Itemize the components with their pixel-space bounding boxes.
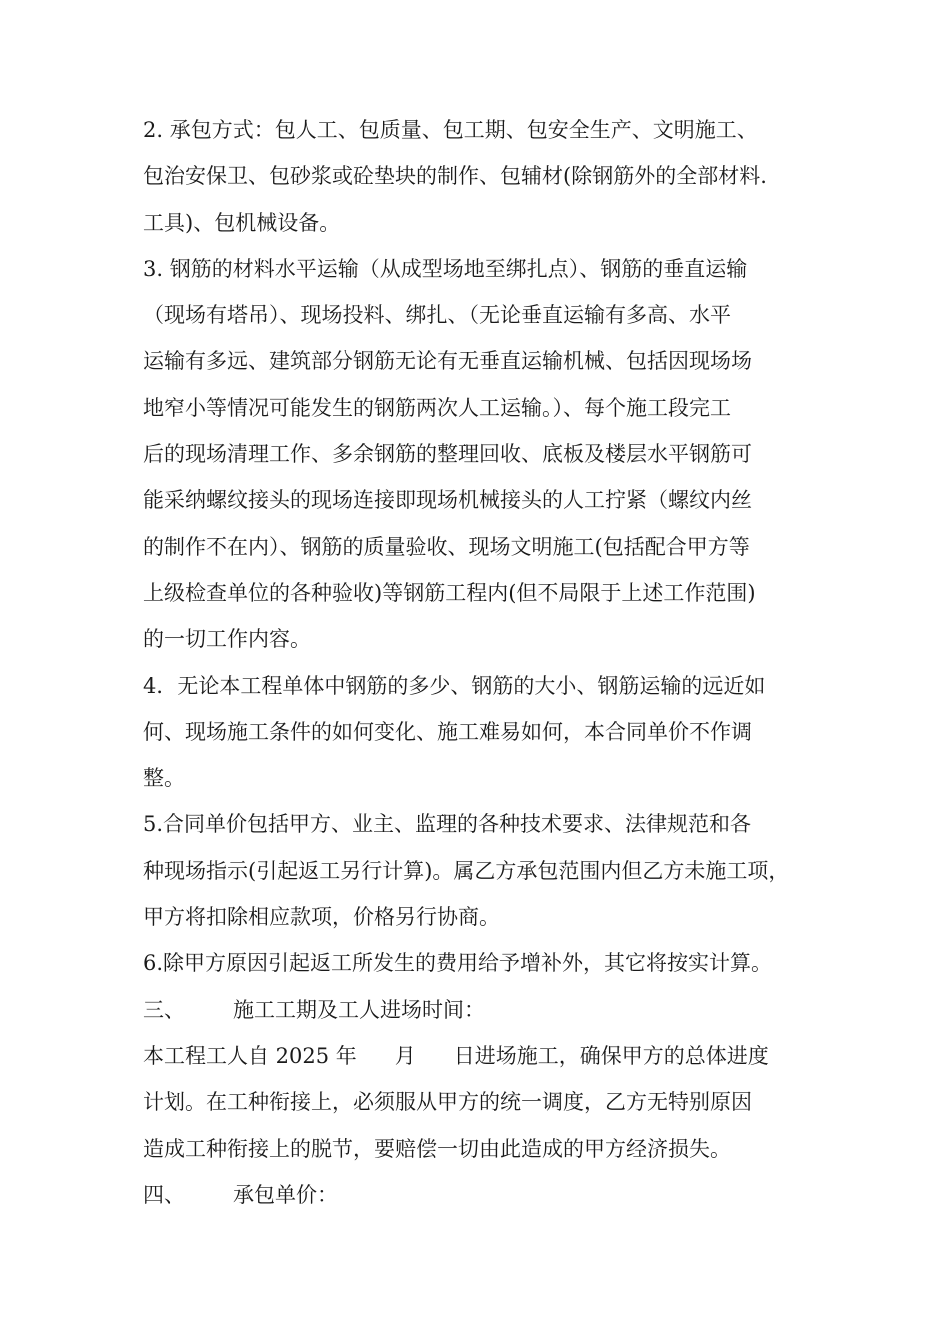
- text-line: 工具)、包机械设备。: [143, 210, 341, 235]
- section-title: 承包单价：: [233, 1182, 338, 1207]
- text-line: 的一切工作内容。: [143, 627, 311, 652]
- text-line: 的制作不在内）、钢筋的质量验收、现场文明施工(包括配合甲方等: [143, 534, 750, 559]
- section-number: 四、: [143, 1182, 185, 1207]
- schedule-day-suffix: 日进场施工，确保甲方的总体进度: [453, 1043, 769, 1068]
- text-line: 地窄小等情况可能发生的钢筋两次人工运输。）、每个施工段完工: [143, 395, 731, 420]
- text-line: 包治安保卫、包砂浆或砼垫块的制作、包辅材(除钢筋外的全部材料.: [143, 164, 767, 189]
- section-heading: [143, 1177, 823, 1223]
- text-line: 种现场指示(引起返工另行计算)。属乙方承包范围内但乙方未施工项，: [143, 858, 790, 883]
- text-line: [143, 1038, 823, 1084]
- text-line: 3. 钢筋的材料水平运输（从成型场地至绑扎点）、钢筋的垂直运输: [143, 256, 748, 281]
- text-line: 2. 承包方式：包人工、包质量、包工期、包安全生产、文明施工、: [143, 118, 758, 142]
- text-line: 4．无论本工程单体中钢筋的多少、钢筋的大小、钢筋运输的远近如: [143, 673, 766, 698]
- text-line: 上级检查单位的各种验收)等钢筋工程内(但不局限于上述工作范围): [143, 580, 756, 605]
- text-line: 甲方将扣除相应款项，价格另行协商。: [143, 905, 500, 930]
- text-line: 何、现场施工条件的如何变化、施工难易如何，本合同单价不作调: [143, 719, 752, 744]
- text-line: 计划。在工种衔接上，必须服从甲方的统一调度，乙方无特别原因: [143, 1090, 752, 1115]
- text-line: （现场有塔吊）、现场投料、绑扎、（无论垂直运输有多高、水平: [143, 303, 731, 328]
- text-line: 能采纳螺纹接头的现场连接即现场机械接头的人工拧紧（螺纹内丝: [143, 488, 752, 513]
- text-line: 5.合同单价包括甲方、业主、监理的各种技术要求、法律规范和各: [143, 812, 752, 837]
- text-line: 造成工种衔接上的脱节，要赔偿一切由此造成的甲方经济损失。: [143, 1136, 731, 1161]
- section-number: 三、: [143, 997, 185, 1022]
- section-title: 施工工期及工人进场时间：: [233, 997, 485, 1022]
- text-line: 整。: [143, 766, 185, 791]
- schedule-month: 月: [394, 1043, 416, 1068]
- text-line: 运输有多远、建筑部分钢筋无论有无垂直运输机械、包括因现场场: [143, 349, 752, 374]
- text-line: 后的现场清理工作、多余钢筋的整理回收、底板及楼层水平钢筋可: [143, 442, 752, 467]
- section-heading: [143, 992, 823, 1038]
- schedule-prefix: 本工程工人自 2025 年: [143, 1043, 357, 1068]
- text-line: 6.除甲方原因引起返工所发生的费用给予增补外，其它将按实计算。: [143, 951, 773, 976]
- document-body: [143, 112, 823, 1223]
